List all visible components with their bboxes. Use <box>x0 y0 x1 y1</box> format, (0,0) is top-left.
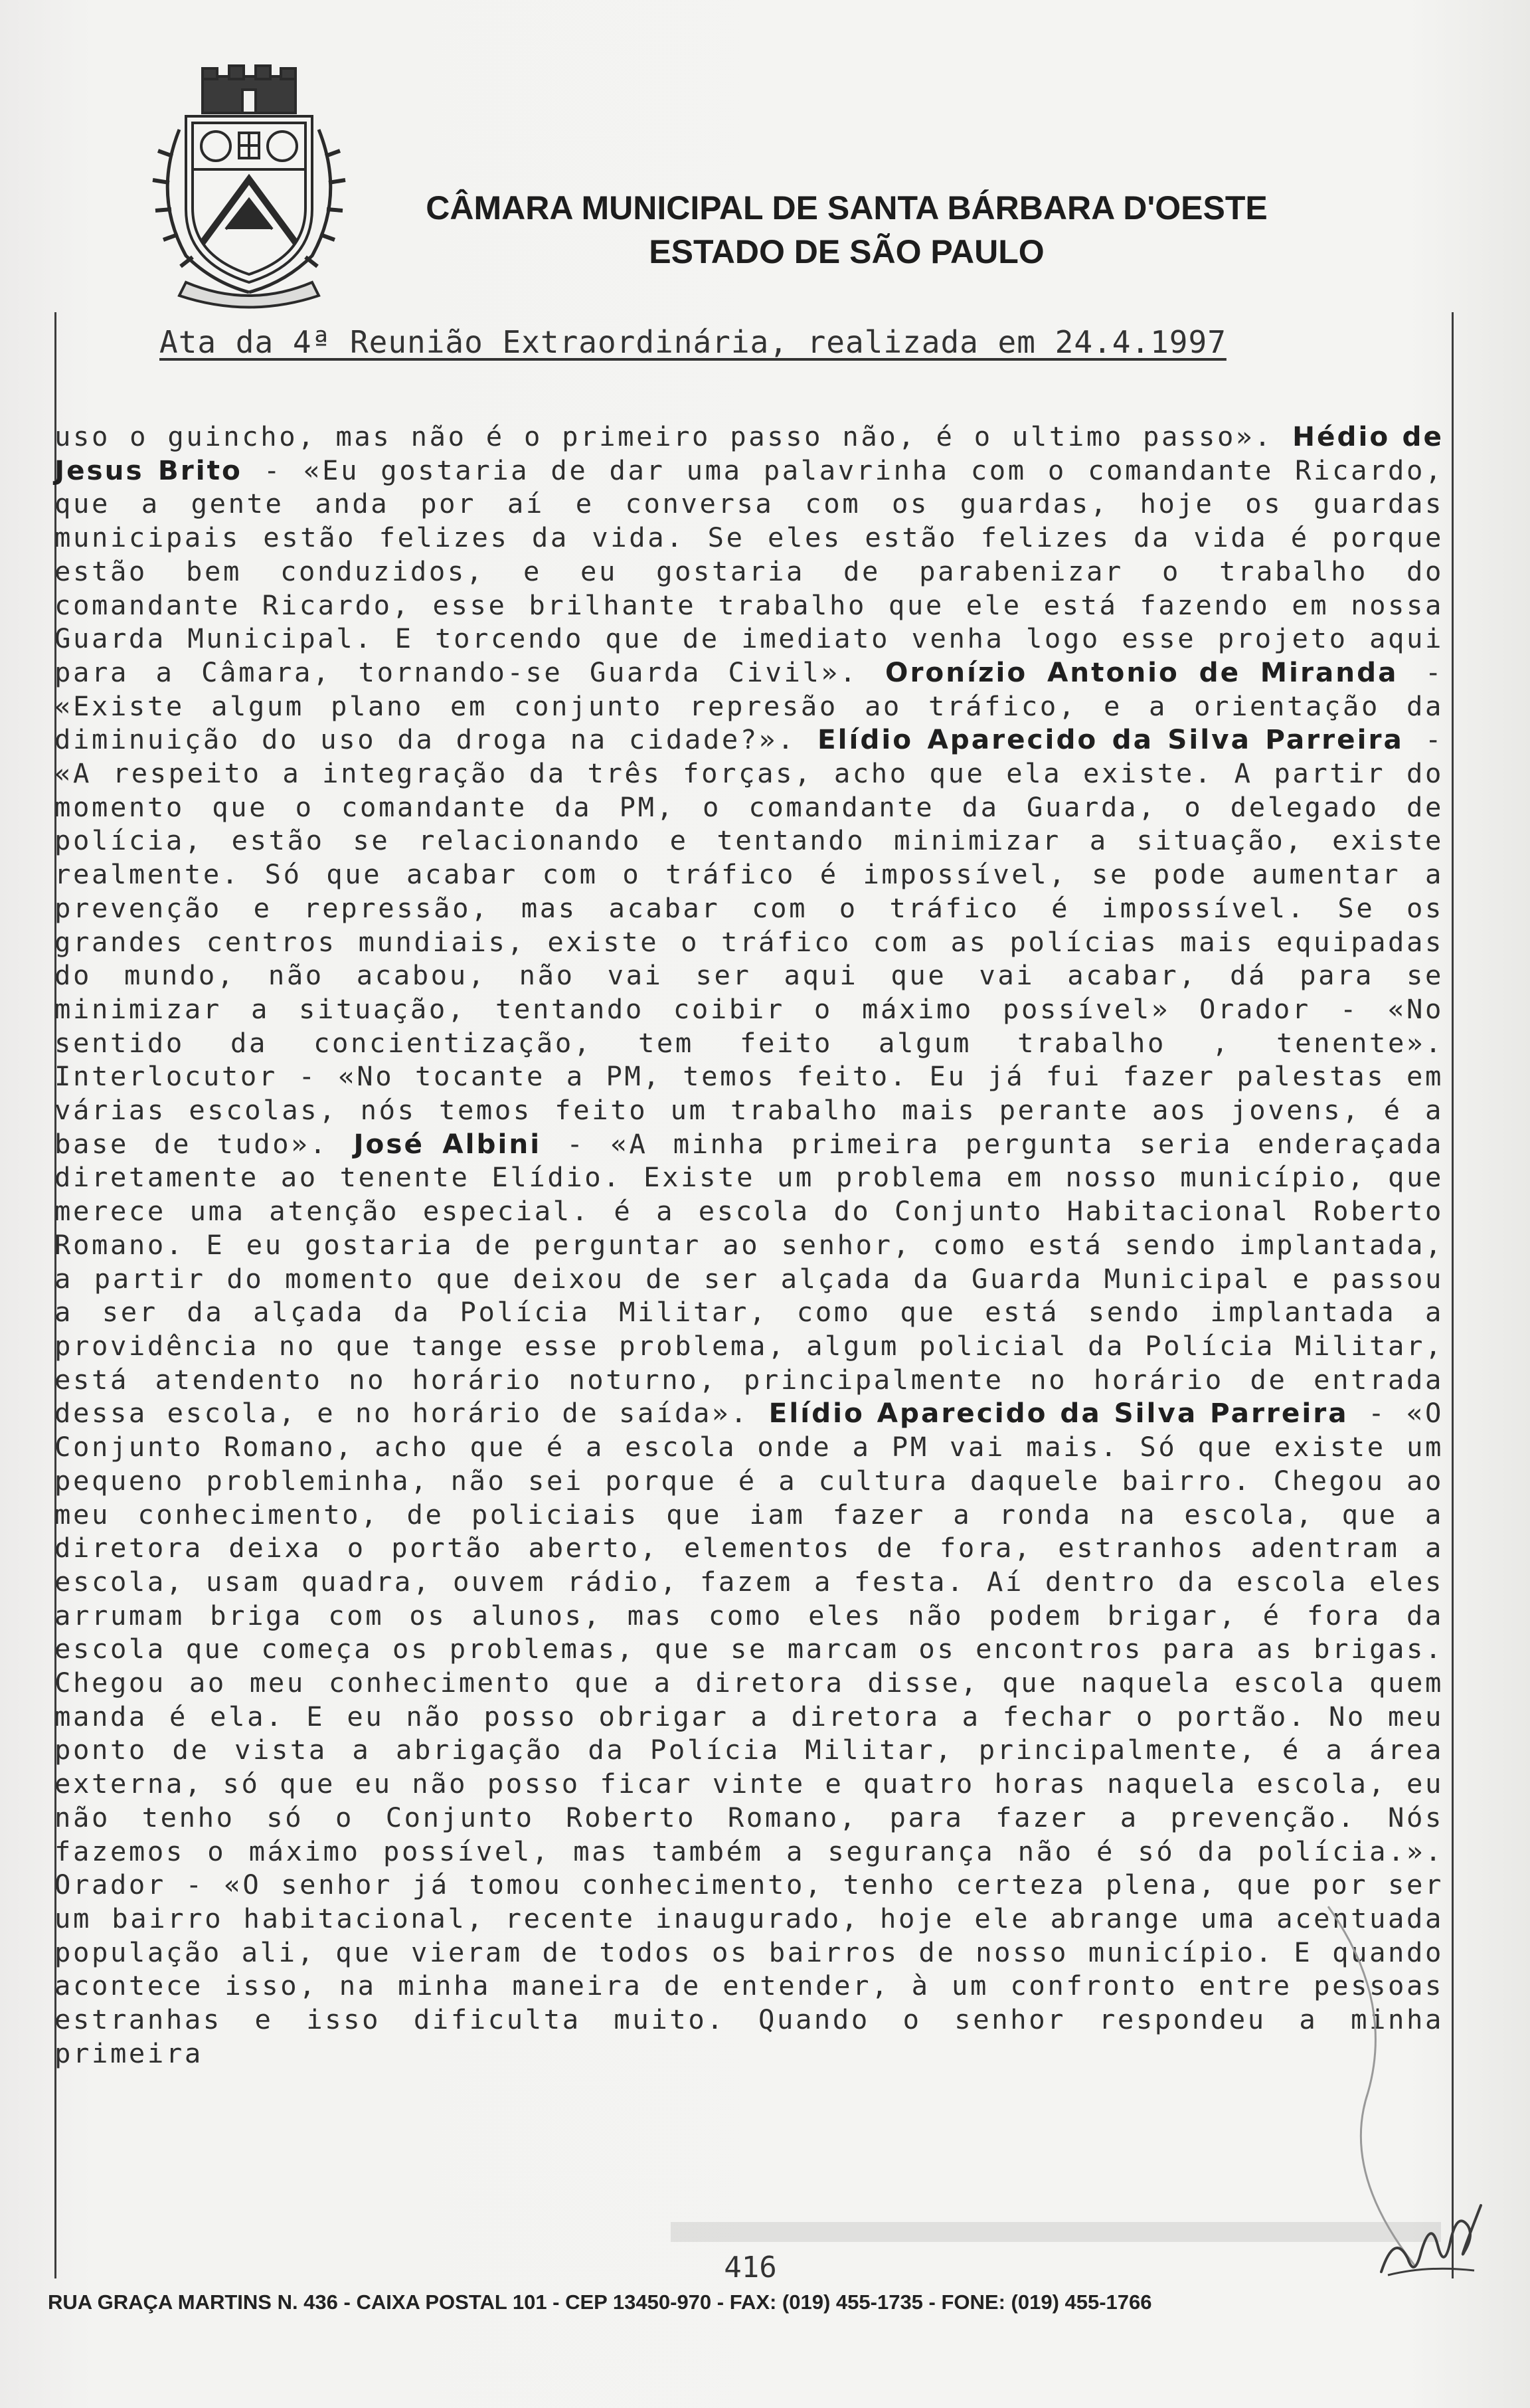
handwritten-signature-icon <box>1375 2192 1488 2285</box>
speech-text: - «Eu gostaria de dar uma palavrinha com o comandante Ricardo, que a gente anda por aí e conversa com os guardas, hoje os guardas municipais estão felizes da vida. Se eles estão felizes da vida é porque estão bem conduzidos, e eu gostaria de parabenizar o trabalho do comandante Ricardo, esse brilhante trabalho que ele está fazendo em nossa Guarda Municipal. E torcendo que de imediato venha logo esse projeto aqui para a Câmara, tornando-se Guarda Civil». <box>54 454 1444 688</box>
coat-of-arms-icon <box>139 63 359 309</box>
speaker-name: José Albini <box>353 1127 542 1160</box>
minutes-body-text <box>54 420 1444 2070</box>
speech-text: - «Existe algum plano em conjunto represão ao tráfico, e a orientação da diminuição do uso da droga na cidade?». <box>54 656 1444 756</box>
speech-text: uso o guincho, mas não é o primeiro passo não, é o ultimo passo». <box>54 420 1293 452</box>
speech-text: - «A minha primeira pergunta seria enderaçada diretamente ao tenente Elídio. Existe um problema em nosso município, que merece uma atenção especial. é a escola do Conjunto Habitacional Roberto Romano. E eu gostaria de perguntar ao senhor, como está sendo implantada, a partir do momento que deixou de ser alçada da Guarda Municipal e passou a ser da alçada da Polícia Militar, como que está sendo implantada a providência no que tange esse problema, algum policial da Polícia Militar, está atendento no horário noturno, principalmente no horário de entrada dessa escola, e no horário de saída». <box>54 1127 1444 1430</box>
header-line-1: CÂMARA MUNICIPAL DE SANTA BÁRBARA D'OESTE <box>426 189 1268 227</box>
page-number: 416 <box>724 2251 777 2284</box>
minutes-title: Ata da 4ª Reunião Extraordinária, realizada em 24.4.1997 <box>159 324 1227 360</box>
speaker-name: Elídio Aparecido da Silva Parreira <box>817 723 1404 756</box>
institution-header <box>372 186 1321 274</box>
address-footer: RUA GRAÇA MARTINS N. 436 - CAIXA POSTAL 101 - CEP 13450-970 - FAX: (019) 455-1735 - FONE: (019) 455-1766 <box>48 2290 1152 2314</box>
speaker-name: Oronízio Antonio de Miranda <box>885 656 1399 688</box>
header-line-2: ESTADO DE SÃO PAULO <box>649 233 1045 270</box>
speaker-name: Elídio Aparecido da Silva Parreira <box>768 1397 1349 1430</box>
speech-text: - «O Conjunto Romano, acho que é a escola onde a PM vai mais. Só que existe um pequeno probleminha, não sei porque é a cultura daquele bairro. Chegou ao meu conhecimento, de policiais que iam fazer a ronda na escola, que a diretora deixa o portão aberto, elementos de fora, estranhos adentram a escola, usam quadra, ouvem rádio, fazem a festa. Aí dentro da escola eles arrumam briga com os alunos, mas como eles não podem brigar, é fora da escola que começa os problemas, que se marcam os encontros para as brigas. Chegou ao meu conhecimento que a diretora disse, que naquela escola quem manda é ela. E eu não posso obrigar a diretora a fechar o portão. No meu ponto de vista a abrigação da Polícia Militar, principalmente, é a área externa, só que eu não posso ficar vinte e quatro horas naquela escola, eu não tenho só o Conjunto Roberto Romano, para fazer a prevenção. Nós fazemos o máximo possível, mas também a segurança não é só da polícia.». Orador - «O senhor já tomou conhecimento, tenho certeza plena, que por ser um bairro habitacional, recente inaugurado, hoje ele abrange uma acentuada população ali, que vieram de todos os bairros de nosso município. E quando acontece isso, na minha maneira de entender, à um confronto entre pessoas estranhas e isso dificulta muito. Quando o senhor respondeu a minha primeira <box>54 1397 1444 2069</box>
speech-text: - «A respeito a integração da três forças, acho que ela existe. A partir do momento que o comandante da PM, o comandante da Guarda, o delegado de polícia, estão se relacionando e tentando minimizar a situação, existe realmente. Só que acabar com o tráfico é impossível, se pode aumentar a prevenção e repressão, mas acabar com o tráfico é impossível. Se os grandes centros mundiais, existe o tráfico com as polícias mais equipadas do mundo, não acabou, não vai ser aqui que vai acabar, dá para se minimizar a situação, tentando coibir o máximo possível» Orador - «No sentido da concientização, tem feito algum trabalho , tenente». Interlocutor - «No tocante a PM, temos feito. Eu já fui fazer palestas em várias escolas, nós temos feito um trabalho mais perante aos jovens, é a base de tudo». <box>54 723 1444 1160</box>
speaker-name: Hédio de Jesus Brito <box>54 420 1444 486</box>
